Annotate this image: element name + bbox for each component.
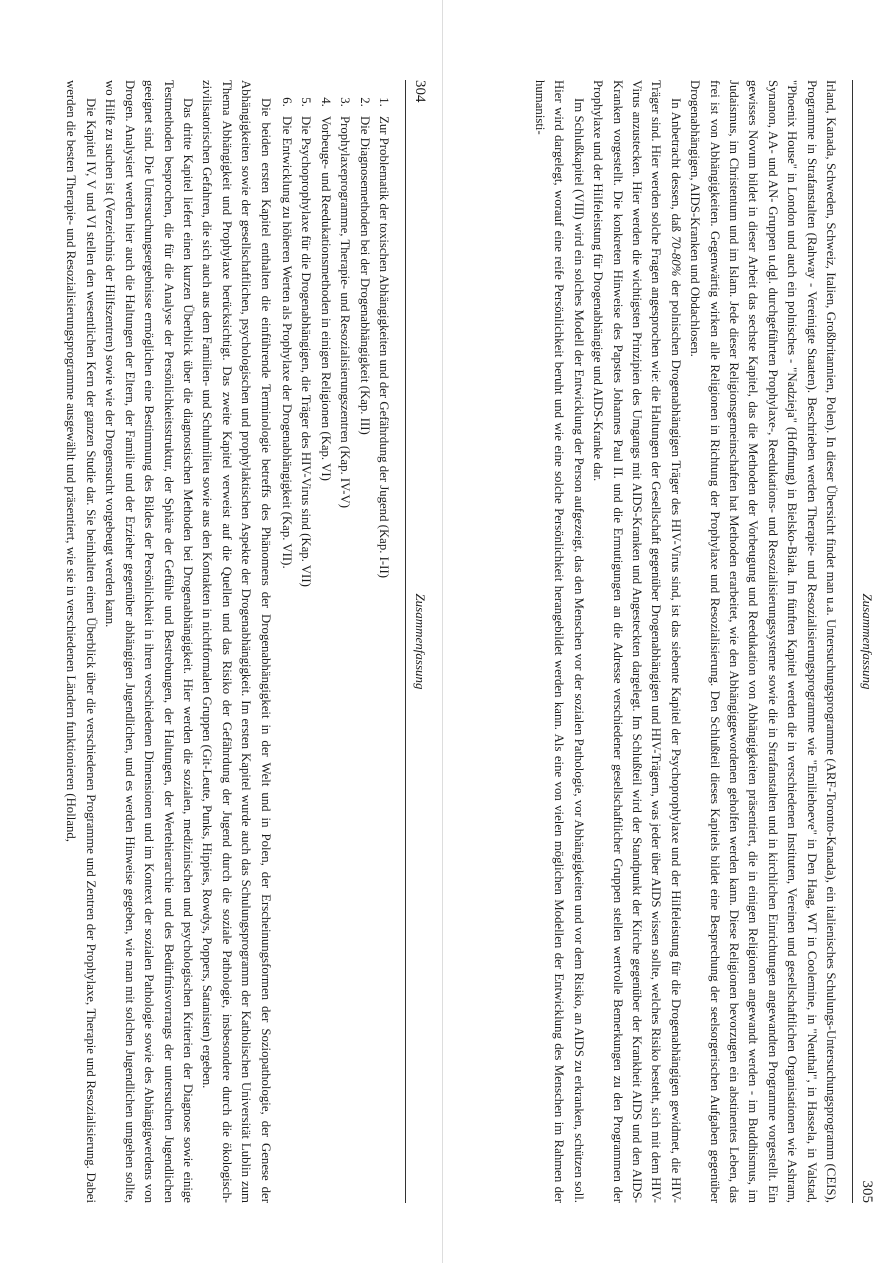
left-page-header <box>405 80 432 1203</box>
paragraph-aids <box>588 80 685 1203</box>
list-item: 5. Die Psychoprophylaxe für die Drogenabhängigen, die Träger des HIV-Virus sind (Kap. VII) <box>296 110 315 1203</box>
emphasis: 70-80% <box>668 235 683 277</box>
left-page <box>0 0 446 1263</box>
right-page-body <box>530 80 841 1203</box>
list-item: 4. Vorbeuge- und Reedukationsmethoden in einigen Religionen (Kap. VI) <box>315 110 334 1203</box>
text-run: der polnischen Drogenabhängigen Träger des HIV-Virus sind, ist das siebente Kapitel der Psychoprophylaxe und der Hilfeleistung für die Drogenabhängigen gewidmet, die HIV-Träger sind. Hier werden solche Fragen angesprochen wie: die Haltungen der Gesellschaft gegenüber Drogenabhängigen und HIV-Trägern, was jeder über AIDS wissen sollte, welches Risiko besteht, sich mit dem HIV-Virus anzustecken. Hier werden die wichtigsten Prinzipien des Umgangs mit AIDS-Kranken und Angesteckten dargelegt. Im Schlußteil wird der Standpunkt der Kirche gegenüber der Krankheit AIDS und den AIDS-Kranken vorgestellt. Die konkreten Hinweise des Papstes Johannes Paul II. und die Ermutigungen an die Adresse verschiedener gesellschaftlicher Gruppen stellen wertvolle Bemerkungen zu den Programmen der Prophylaxe und der Hilfeleistung für Drogenabhängige und AIDS-Kranke dar. <box>591 80 683 1203</box>
list-item: 3. Prophylaxeprogramme, Therapie- und Resozialisierungszentren (Kap. IV-V) <box>335 110 354 1203</box>
running-title: Zusammenfassung <box>413 593 428 690</box>
list-item: 1. Zur Problematik der toxischen Abhängigkeiten und der Gefährdung der Jugend (Kap. I-II) <box>374 110 393 1203</box>
paragraph: Das dritte Kapitel liefert einen kurzen Überblick über die diagnostischen Methoden bei Drogenabhängigkeit. Hier werden die sozialen, medizinischen und psychologischen Kriterien der Diagnose sowie einige Testmethoden besprochen, die für die Analyse der Persönlichkeitsstruktur, der Sphäre der Gefühle und Bestrebungen, der Haltungen, der Wertehierarchie und des Bedürfnisvorrangs der untersuchten Jugendlichen geeignet sind. Die Untersuchungsergebnisse ermöglichen eine Bestimmung des Bildes der Persönlichkeit in ihren verschiedenen Dimensionen und im Kontext der sozialen Pathologie sowie des Abhängigwerdens von Drogen. Analysiert werden hier auch die Haltungen der Eltern, der Familie und der Erzieher gegenüber abhängigen Jugendlichen, und es werden Hinweise gegeben, wie man mit solchen Jugendlichen umgehen sollte, wo Hilfe zu suchen ist (Verzeichnis der Hilfszentren) sowie wie der Drogensucht vorgebeugt werden kann. <box>103 80 195 1203</box>
running-title: Zusammenfassung <box>860 593 875 690</box>
list-item: 6. Die Entwicklung zu höheren Werten als Prophylaxe der Drogenabhängigkeit (Kap. VII). <box>277 110 296 1203</box>
right-page <box>447 0 893 1263</box>
text-run: In Anbetracht dessen, daß <box>668 98 683 236</box>
list-item: 2. Die Diagnosemethoden bei der Drogenabhängigkeit (Kap. III) <box>354 110 373 1203</box>
paragraph: Die Kapitel IV, V und VI stellen den wesentlichen Kern der ganzen Studie dar. Sie beinhalten einen Überblick über die verschiedenen Programme und Zentren der Prophylaxe, Therapie und Resozialisierung. Dabei werden die besten Therapie- und Resozialisierungsprogramme ausgewählt und präsentiert, wie sie in verschiedenen Ländern funktionieren (Holland, <box>64 80 98 1203</box>
page-number: 304 <box>412 80 428 103</box>
page-number: 305 <box>859 1180 875 1203</box>
left-page-body <box>61 80 393 1203</box>
right-page-header <box>852 80 879 1203</box>
paragraph: Die beiden ersten Kapitel enthalten die einführende Terminologie betreffs des Phänomens der Drogenabhängigkeit in der Welt und in Polen, der Erscheinungsformen der Soziopathologie, der Genese der Abhängigkeiten sowie der gesellschaftlichen, psychologischen und prophylaktischen Aspekte der Drogenabhängigkeit. Im ersten Kapitel wurde auch das Schulungsprogramm der Katholischen Universität Lublin zum Thema Abhängigkeit und Prophylaxe berücksichtigt. Das zweite Kapitel verweist auf die Quellen und das Risiko der Gefährdung der Jugend durch die soziale Pathologie, insbesondere durch die ökologisch-zivilisatorischen Gefahren, die sich auch aus dem Familien- und Schulmilieu sowie aus den Kontakten in nichtformalen Gruppen (Git-Leute, Punks, Hippies, Rowdys, Poppers, Satanisten) ergeben. <box>200 80 273 1203</box>
paragraph: Im Schlußkapitel (VIII) wird ein solches Modell der Entwicklung der Person aufgezeigt, das den Menschen vor der sozialen Pathologie, vor Abhängigkeiten und vor dem Risiko, an AIDS zu erkranken, schützen soll. Hier wird dargelegt, worauf eine reife Persönlichkeit beruht und wie eine solche Persönlichkeit herangebildet werden kann. Als eine von vielen möglichen Modellen der Entwicklung des Menschen im Rahmen der humanisti- <box>532 80 586 1203</box>
paragraph: Irland, Kanada, Schweden, Schweiz, Italien, Großbritannien, Polen). In dieser Übersicht findet man u.a. Untersuchungsprogramme (ARF-Toronto-Kanada), ein italienisches Schulungs-Untersuchungsprogramm (CEIS), Programme in Strafanstalten (Rahway - Vereinigte Staaten). Beschrieben werden Therapie- und Resozialisierungsprogramme wie "Emiliehoeve" in Den Haag, WT in Coolemine, in "Neuthal", in Hassela, in Valstad, "Phoenix House" in London und auch ein polnisches - "Nadzieja" (Hoffnung) in Bielsko-Biała. Im fünften Kapitel werden die in verschiedenen Instituten, Vereinen und gesellschaftlichen Organisationen wie Ashram, Synanon, AA- und AN- Gruppen u.dgl. durchgeführten Prophylaxe-, Reedukations- und Resozialisierungssysteme sowie die in Strafanstalten und in kirchlichen Einrichtungen angewandten Programme vorgestellt. Ein gewisses Novum bildet in dieser Arbeit das sechste Kapitel, das die Methoden der Vorbeugung und Reedukation von Abhängigkeiten präsentiert, die in einigen Religionen angewandt werden - im Buddhismus, im Judaismus, im Christentum und im Islam. Jede dieser Religionsgemeinschaften hat Methoden erarbeitet, wie den Abhängiggewordenen geholfen werden kann. Diese Religionen bevorzugen ein abstinentes Leben, das frei ist von Abhängigkeiten. Gegenwärtig wirken alle Religionen in Richtung der Prophylaxe und Resozialisierung. Den Schlußteil dieses Kapitels bildet eine Besprechung der seelsorgerischen Aufgaben gegenüber Drogenabhängigen, AIDS-Kranken und Obdachlosen. <box>688 80 838 1203</box>
chapter-list <box>277 80 393 1203</box>
